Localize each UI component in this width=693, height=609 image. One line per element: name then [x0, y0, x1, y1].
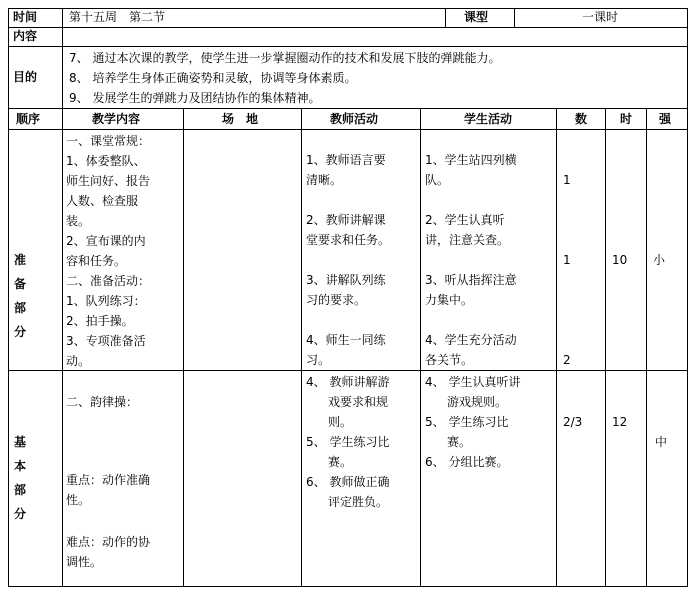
- table-border-left: [8, 8, 9, 587]
- col-header-order: 顺序: [16, 112, 41, 126]
- text-line: 2、学生认真听: [425, 213, 505, 227]
- text-line: 容和任务。: [66, 254, 127, 268]
- type-value: 一课时: [582, 10, 619, 24]
- text-line: 5、 学生练习比: [306, 435, 390, 449]
- text-line: 3、专项准备活: [66, 334, 146, 348]
- text-line: 清晰。: [306, 173, 343, 187]
- text-line: 1、学生站四列横: [425, 153, 517, 167]
- text-line: 重点：动作准确: [66, 473, 151, 487]
- text-line: 1、体委整队、: [66, 154, 146, 168]
- basic-teacher-activity: [306, 372, 389, 512]
- col-header-venue: 场 地: [222, 112, 259, 126]
- label-char: 备: [13, 277, 26, 291]
- text-line: 3、听从指挥注意: [425, 273, 517, 287]
- text-line: 4、 教师讲解游: [306, 375, 390, 389]
- text-line: 戏要求和规: [328, 395, 389, 409]
- text-line: 师生问好、报告: [66, 174, 151, 188]
- label-char: 分: [13, 507, 26, 521]
- col-header-content: 教学内容: [92, 112, 141, 126]
- col-line: [183, 108, 184, 587]
- text-line: 各关节。: [425, 353, 474, 367]
- text-line: 5、 学生练习比: [425, 415, 509, 429]
- text-line: 人数、检查服: [66, 194, 139, 208]
- basic-key-point: [66, 470, 150, 510]
- row-line: [8, 46, 688, 47]
- text-line: 6、 分组比赛。: [425, 455, 509, 469]
- prep-content: [66, 131, 150, 371]
- prep-count: 2: [563, 353, 571, 367]
- text-line: 4、师生一同练: [306, 333, 386, 347]
- text-line: 一、课堂常规：: [66, 134, 151, 148]
- text-line: 讲，注意关查。: [425, 233, 510, 247]
- basic-difficulty: [66, 532, 150, 572]
- basic-section-label: [10, 430, 30, 526]
- basic-student-activity: [425, 372, 520, 472]
- col-line: [514, 8, 515, 28]
- col-line: [301, 108, 302, 587]
- col-line: [62, 46, 63, 109]
- text-line: 则。: [328, 415, 353, 429]
- time-label: 时间: [13, 10, 38, 24]
- label-char: 准: [13, 253, 26, 267]
- text-line: 动。: [66, 354, 91, 368]
- goal-line: 7、 通过本次课的教学，使学生进一步掌握圈动作的技术和发展下肢的弹跳能力。: [69, 51, 501, 65]
- text-line: 调性。: [66, 555, 103, 569]
- col-line: [445, 8, 446, 28]
- goal-label: 目的: [13, 70, 38, 84]
- col-header-time: 时: [620, 112, 633, 126]
- col-line: [420, 108, 421, 587]
- type-label: 课型: [464, 10, 489, 24]
- goal-line: 8、 培养学生身体正确姿势和灵敏，协调等身体素质。: [69, 71, 357, 85]
- text-line: 1、教师语言要: [306, 153, 386, 167]
- col-line: [556, 108, 557, 587]
- col-header-intensity: 强: [659, 112, 672, 126]
- text-line: 装。: [66, 214, 91, 228]
- text-line: 难点：动作的协: [66, 535, 151, 549]
- content-label: 内容: [13, 29, 38, 43]
- text-line: 赛。: [447, 435, 472, 449]
- basic-time: 12: [612, 415, 628, 429]
- text-line: 性。: [66, 493, 91, 507]
- prep-section-label: [10, 248, 30, 344]
- prep-student-activity: [425, 150, 517, 370]
- text-line: 4、学生充分活动: [425, 333, 517, 347]
- text-line: 3、讲解队列练: [306, 273, 386, 287]
- prep-time: 10: [612, 253, 628, 267]
- row-line: [8, 27, 688, 28]
- basic-count: 2/3: [563, 415, 583, 429]
- text-line: 二、准备活动：: [66, 274, 151, 288]
- table-border-bottom: [8, 586, 688, 587]
- basic-intensity: 中: [655, 435, 668, 449]
- col-line: [605, 108, 606, 587]
- text-line: 游戏规则。: [447, 395, 508, 409]
- col-line: [62, 108, 63, 587]
- prep-count: 1: [563, 253, 571, 267]
- text-line: 6、 教师做正确: [306, 475, 390, 489]
- label-char: 基: [13, 435, 26, 449]
- text-line: 队。: [425, 173, 450, 187]
- row-line: [8, 129, 688, 130]
- table-border-right: [687, 8, 688, 587]
- text-line: 2、教师讲解课: [306, 213, 386, 227]
- prep-count: 1: [563, 173, 571, 187]
- text-line: 2、拍手操。: [66, 314, 134, 328]
- time-value: 第十五周 第二节: [69, 10, 166, 24]
- label-char: 本: [13, 459, 26, 473]
- label-char: 部: [13, 483, 26, 497]
- text-line: 习的要求。: [306, 293, 367, 307]
- text-line: 评定胜负。: [328, 495, 389, 509]
- text-line: 4、 学生认真听讲: [425, 375, 521, 389]
- text-line: 赛。: [328, 455, 353, 469]
- text-line: 习。: [306, 353, 331, 367]
- prep-intensity: 小: [653, 253, 666, 267]
- col-line: [62, 8, 63, 47]
- goal-line: 9、 发展学生的弹跳力及团结协作的集体精神。: [69, 91, 321, 105]
- basic-content-title: 二、韵律操：: [66, 395, 139, 409]
- text-line: 2、宣布课的内: [66, 234, 146, 248]
- col-line: [646, 108, 647, 587]
- text-line: 力集中。: [425, 293, 474, 307]
- col-header-count: 数: [575, 112, 588, 126]
- col-header-student: 学生活动: [464, 112, 513, 126]
- text-line: 1、队列练习：: [66, 294, 146, 308]
- prep-teacher-activity: [306, 150, 390, 370]
- label-char: 部: [13, 301, 26, 315]
- col-header-teacher: 教师活动: [330, 112, 379, 126]
- label-char: 分: [13, 325, 26, 339]
- text-line: 堂要求和任务。: [306, 233, 391, 247]
